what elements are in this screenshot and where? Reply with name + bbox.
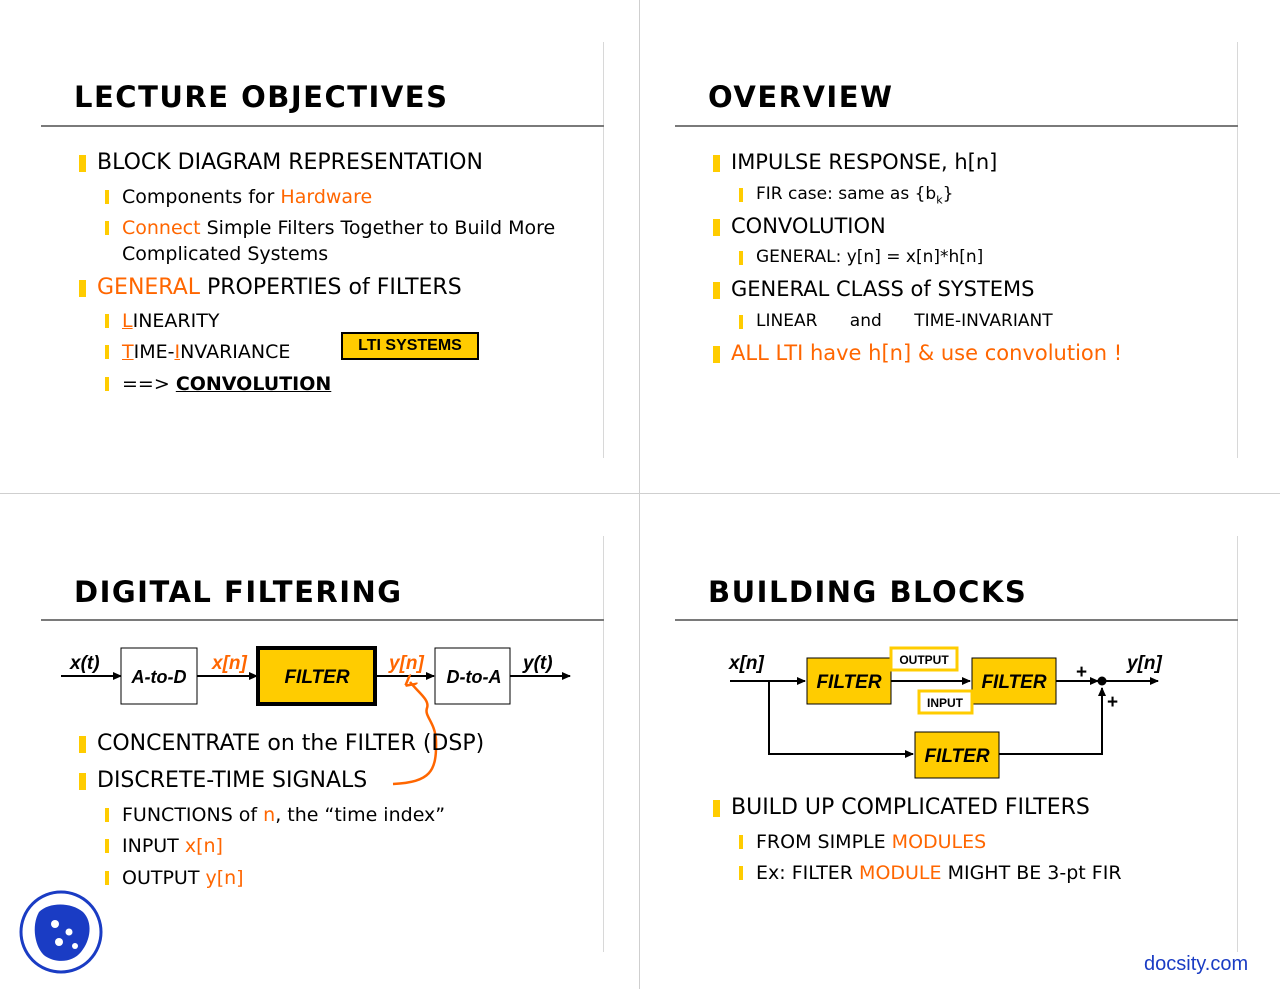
input-tag-label: INPUT (927, 696, 963, 710)
sub-bullet-functions-of-n: FUNCTIONS of n, the “time index” (122, 804, 446, 826)
summing-junction (1098, 677, 1107, 686)
slide-title: OVERVIEW (708, 80, 894, 114)
output-tag-label: OUTPUT (899, 653, 949, 667)
title-rule (41, 619, 604, 621)
sub-bullet-filter-module: Ex: FILTER MODULE MIGHT BE 3-pt FIR (756, 862, 1122, 884)
horizontal-divider (0, 493, 1280, 494)
label-filter-1: FILTER (816, 672, 882, 693)
sub-bullet-fir-case: FIR case: same as $\{b_k\}$ (756, 184, 954, 207)
slide-edge (603, 42, 604, 458)
bullet-convolution: CONVOLUTION (731, 214, 886, 238)
label-yn: y[n] (389, 653, 424, 674)
sub-bullet-simple-modules: FROM SIMPLE MODULES (756, 831, 987, 853)
label-xn: x[n] (212, 653, 247, 674)
label-filter-3: FILTER (924, 746, 990, 767)
plus-sign-bottom: + (1107, 692, 1119, 713)
sub-bullet-general-convolution: GENERAL: y[n] = x[n]*h[n] (756, 247, 984, 267)
label-yt: y(t) (523, 653, 553, 674)
label-filter-2: FILTER (981, 672, 1047, 693)
bullet-impulse-response: IMPULSE RESPONSE, h[n] (731, 150, 998, 174)
sub-bullet-convolution: ==> CONVOLUTION (122, 373, 332, 395)
plus-sign-top: + (1076, 662, 1088, 683)
slide-edge (1237, 42, 1238, 458)
building-blocks-diagram (640, 630, 1240, 790)
sub-bullet-input: INPUT x[n] (122, 835, 223, 857)
bullet-general-properties: GENERAL PROPERTIES of FILTERS (97, 275, 462, 300)
sub-bullet-time-invariance: TIME-INVARIANCE (122, 341, 291, 363)
title-rule (675, 125, 1238, 127)
label-filter: FILTER (284, 667, 350, 688)
bullet-all-lti: ALL LTI have h[n] & use convolution ! (731, 341, 1123, 365)
slide-title: DIGITAL FILTERING (74, 575, 403, 609)
sub-bullet-connect-line2: Complicated Systems (122, 243, 329, 265)
bullet-block-diagram: BLOCK DIAGRAM REPRESENTATION (97, 150, 483, 175)
bullet-concentrate: CONCENTRATE on the FILTER (DSP) (97, 731, 485, 756)
sub-bullet-linearity: LINEARITY (122, 310, 220, 332)
label-xt: x(t) (70, 653, 100, 674)
docsity-link[interactable]: docsity.com (1144, 953, 1249, 975)
bullet-discrete-time: DISCRETE-TIME SIGNALS (97, 768, 368, 793)
title-rule (41, 125, 604, 127)
sub-bullet-output: OUTPUT y[n] (122, 867, 244, 889)
label-yn: y[n] (1127, 653, 1162, 674)
lti-systems-badge: LTI SYSTEMS (341, 332, 479, 360)
university-seal-logo (19, 890, 103, 974)
sub-bullet-components: Components for Hardware (122, 186, 373, 208)
label-a-to-d: A-to-D (131, 667, 187, 687)
bullet-general-class: GENERAL CLASS of SYSTEMS (731, 277, 1035, 301)
sub-bullet-connect: Connect Simple Filters Together to Build More (122, 217, 556, 239)
sub-bullet-linear-time-invariant: LINEAR and TIME-INVARIANT (756, 311, 1053, 331)
label-d-to-a: D-to-A (446, 667, 502, 687)
slide-title: LECTURE OBJECTIVES (74, 80, 449, 114)
slide-title: BUILDING BLOCKS (708, 575, 1028, 609)
title-rule (675, 619, 1238, 621)
bullet-build-up: BUILD UP COMPLICATED FILTERS (731, 795, 1090, 820)
label-xn: x[n] (729, 653, 764, 674)
vertical-divider (639, 0, 640, 989)
